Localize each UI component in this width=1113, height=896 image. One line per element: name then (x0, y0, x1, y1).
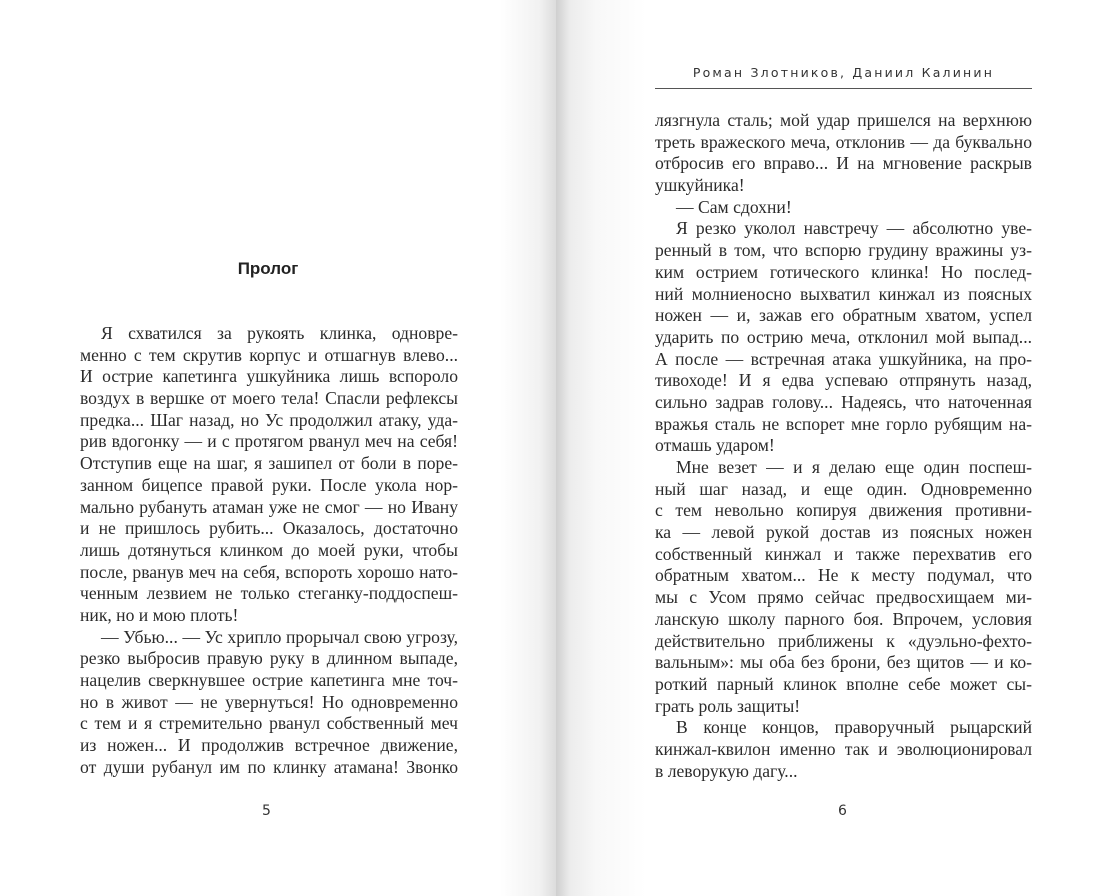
text-line: предка... Шаг назад, но Ус продолжил атаку, уда- (80, 409, 458, 430)
text-line: и не пришлось рубить... Оказалось, достаточно (80, 518, 458, 539)
text-line: собственный кинжал и также перехватив его (655, 543, 1032, 564)
paragraph (655, 457, 1032, 717)
right-page (556, 0, 1113, 896)
text-line: отмашь ударом! (655, 435, 775, 456)
text-line: из ножен... И продолжив встречное движение, (80, 735, 458, 756)
text-line: — Убью... — Ус хрипло прорычал свою угрозу, (101, 626, 458, 647)
text-line: вальным»: мы оба без брони, без щитов — и ко- (655, 652, 1032, 673)
page-number-right: 6 (838, 803, 847, 819)
text-line: нацелив сверкнувшее острие капетинга мне точ- (80, 670, 458, 690)
text-line: тивоходе! И я едва успеваю отпрянуть назад, (655, 370, 1032, 391)
text-line: мально рубануть атаман уже не смог — но Ивану (80, 496, 458, 517)
paragraph (655, 110, 1032, 197)
paragraph (655, 197, 1032, 219)
text-line: кинжал-квилон именно так и эволюционировал (655, 738, 1032, 759)
text-line: — Сам сдохни! (676, 196, 792, 217)
text-line: рив вдогонку — и с протягом рванул меч на себя! (80, 431, 458, 452)
text-line: лишь дотянуться клинком до моей руки, чтобы (80, 539, 458, 560)
running-head-authors: Роман Злотников, Даниил Калинин (692, 65, 995, 80)
left-page (0, 0, 556, 896)
text-line: ченным лезвием не только стеганку-поддоспеш- (80, 583, 458, 604)
text-line: ударить по острию меча, отклонил мой выпад... (655, 326, 1032, 347)
text-line: резко выбросив правую руку в длинном выпаде, (80, 648, 458, 669)
text-line: отбросив его вправо... И на мгновение раскрыв (655, 153, 1032, 174)
text-line: ный шаг назад, и еще один. Одновременно (655, 478, 1032, 499)
text-line: вражья сталь не вспорет мне горло рубящим на- (655, 413, 1032, 434)
text-line: ник, но и мою плоть! (80, 604, 239, 625)
text-line: ний молниеносно выхватил кинжал из поясных (655, 283, 1032, 304)
text-line: обратным хватом... Не к месту подумал, что (655, 565, 1032, 586)
right-page-text (655, 110, 1032, 782)
left-page-text (80, 323, 458, 778)
text-line: Мне везет — и я делаю еще один поспеш- (676, 457, 1032, 477)
text-line: ким острием готического клинка! Но послед- (655, 261, 1032, 282)
text-line: ка — левой рукой достав из поясных ножен (655, 522, 1032, 543)
text-line: после, рванув меч на себя, вспороть хорошо нато- (80, 561, 458, 582)
text-line: действительно приближены к «дуэльно-фехто- (655, 630, 1032, 651)
text-line: И острие капетинга ушкуйника лишь вспороло (80, 366, 458, 387)
text-line: воздух в вершке от моего тела! Спасли рефлексы (80, 388, 458, 409)
text-line: с тем невольно копируя движения противни- (655, 500, 1032, 521)
text-line: лязгнула сталь; мой удар пришелся на верхнюю (655, 110, 1032, 130)
text-line: менно с тем скрутив корпус и отшагнув влево... (80, 344, 458, 365)
text-line: ножен — и, зажав его обратным хватом, успел (655, 305, 1032, 326)
text-line: Я резко уколол навстречу — абсолютно уве- (676, 218, 1032, 239)
text-line: но в живот — не увернуться! Но одновременно (80, 691, 458, 712)
text-line: Я схватился за рукоять клинка, одновре- (101, 323, 458, 343)
text-line: А после — встречная атака ушкуйника, на про- (655, 348, 1032, 369)
paragraph (80, 627, 458, 779)
paragraph (80, 323, 458, 627)
text-line: В конце концов, праворучный рыцарский (676, 717, 1032, 738)
text-line: Отступив еще на шаг, я зашипел от боли в поре- (80, 453, 458, 474)
text-line: в леворукую дагу... (655, 760, 798, 781)
text-line: треть вражеского меча, отклонив — да буквально (655, 131, 1032, 152)
page-number-left: 5 (262, 803, 271, 819)
text-line: от души рубанул им по клинку атамана! Звонко (80, 756, 458, 777)
text-line: роткий парный клинок вполне себе может сы- (655, 673, 1032, 694)
text-line: ланскую школу парного боя. Впрочем, условия (655, 608, 1032, 629)
paragraph (655, 218, 1032, 457)
text-line: занном бицепсе правой руки. После укола нор- (80, 474, 458, 495)
text-line: сильно задрав голову... Надеясь, что наточенная (655, 391, 1032, 412)
text-line: с тем и я стремительно рванул собственный меч (80, 713, 458, 734)
chapter-title: Пролог (237, 259, 299, 278)
text-line: ренный в том, что вспорю грудину вражины уз- (655, 240, 1032, 261)
paragraph (655, 717, 1032, 782)
text-line: грать роль защиты! (655, 695, 801, 716)
text-line: мы с Усом прямо сейчас предвосхищаем ми- (655, 587, 1032, 608)
header-rule (655, 88, 1032, 89)
text-line: ушкуйника! (655, 175, 745, 196)
